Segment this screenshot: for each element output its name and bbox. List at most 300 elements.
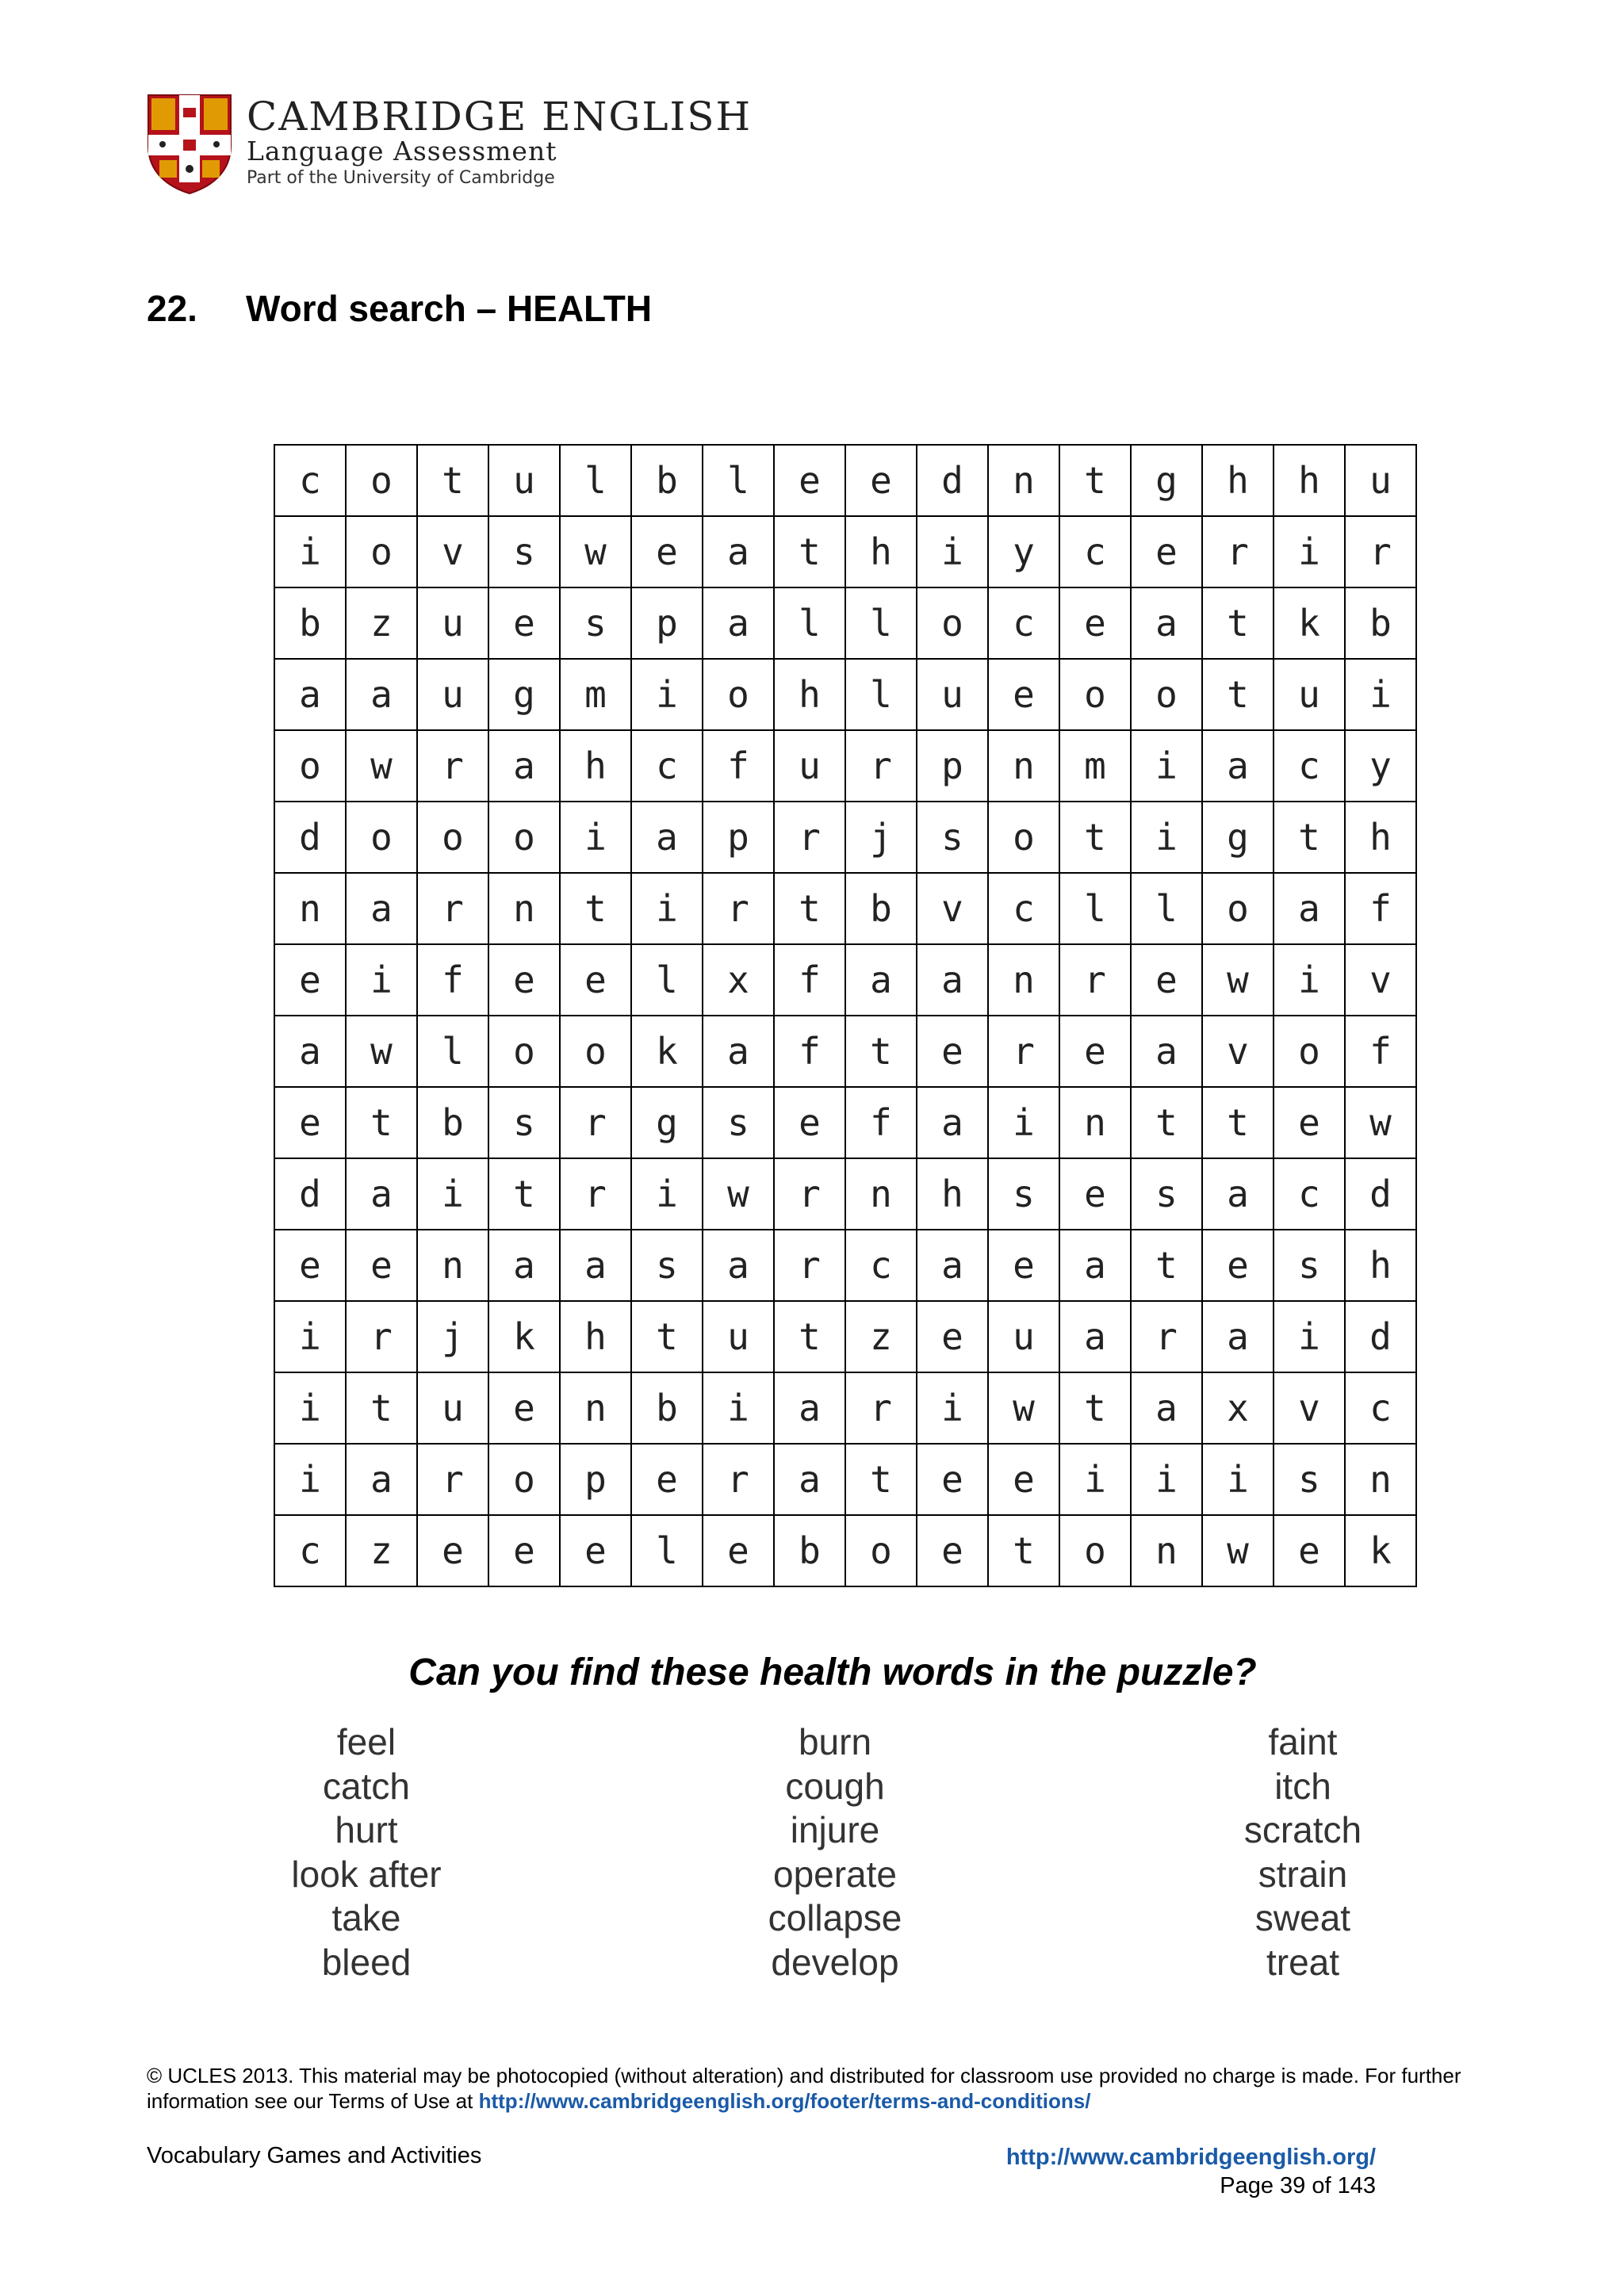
grid-cell: l (631, 944, 703, 1016)
grid-cell: s (1274, 1230, 1345, 1301)
grid-cell: t (1059, 445, 1131, 516)
grid-cell: c (988, 873, 1059, 944)
grid-cell: w (1202, 1515, 1274, 1586)
grid-cell: i (1274, 516, 1345, 587)
grid-cell: a (1131, 587, 1202, 659)
grid-cell: b (845, 873, 917, 944)
grid-cell: n (988, 944, 1059, 1016)
grid-cell: l (417, 1016, 488, 1087)
grid-cell: n (988, 445, 1059, 516)
logo-subtitle: Language Assessment (247, 136, 557, 166)
grid-cell: f (774, 1016, 845, 1087)
grid-cell: l (1131, 873, 1202, 944)
grid-cell: l (774, 587, 845, 659)
grid-cell: n (845, 1158, 917, 1230)
grid-cell: p (631, 587, 703, 659)
word-list-item: catch (323, 1765, 410, 1807)
grid-cell: t (1202, 1087, 1274, 1158)
grid-cell: l (631, 1515, 703, 1586)
grid-cell: k (1345, 1515, 1416, 1586)
grid-cell: s (488, 516, 560, 587)
grid-cell: a (774, 1444, 845, 1515)
grid-cell: u (1345, 445, 1416, 516)
word-list-item: operate (772, 1853, 897, 1895)
grid-cell: d (1345, 1158, 1416, 1230)
grid-cell: w (346, 730, 417, 802)
grid-cell: u (417, 587, 488, 659)
grid-cell: a (1202, 730, 1274, 802)
grid-row (274, 445, 1416, 516)
grid-cell: f (1345, 1016, 1416, 1087)
grid-cell: e (1059, 587, 1131, 659)
grid-cell: o (917, 587, 988, 659)
page-title (147, 287, 652, 330)
grid-cell: f (774, 944, 845, 1016)
grid-cell: v (917, 873, 988, 944)
grid-cell: r (417, 1444, 488, 1515)
grid-cell: c (1345, 1372, 1416, 1444)
grid-cell: e (488, 1515, 560, 1586)
grid-cell: u (417, 1372, 488, 1444)
grid-cell: n (988, 730, 1059, 802)
puzzle-question: Can you find these health words in the puzzle? (408, 1651, 1257, 1693)
grid-row (274, 1230, 1416, 1301)
grid-cell: i (1131, 802, 1202, 873)
grid-cell: f (845, 1087, 917, 1158)
word-list-item: treat (1266, 1941, 1340, 1983)
grid-cell: e (560, 1515, 631, 1586)
grid-cell: i (631, 659, 703, 730)
word-list-item: collapse (768, 1897, 902, 1938)
grid-cell: s (560, 587, 631, 659)
grid-cell: i (417, 1158, 488, 1230)
grid-row (274, 730, 1416, 802)
grid-cell: r (703, 1444, 774, 1515)
grid-cell: t (988, 1515, 1059, 1586)
grid-cell: i (1202, 1444, 1274, 1515)
grid-cell: i (1345, 659, 1416, 730)
grid-cell: a (1202, 1301, 1274, 1372)
grid-cell: r (560, 1158, 631, 1230)
grid-cell: k (488, 1301, 560, 1372)
grid-cell: e (774, 1087, 845, 1158)
grid-cell: w (560, 516, 631, 587)
grid-cell: a (703, 1230, 774, 1301)
grid-cell: b (631, 1372, 703, 1444)
grid-cell: r (417, 873, 488, 944)
grid-row (274, 944, 1416, 1016)
grid-cell: v (1345, 944, 1416, 1016)
grid-cell: a (560, 1230, 631, 1301)
grid-cell: o (1059, 659, 1131, 730)
grid-cell: e (917, 1301, 988, 1372)
grid-cell: u (1274, 659, 1345, 730)
grid-cell: r (346, 1301, 417, 1372)
grid-row (274, 1087, 1416, 1158)
grid-cell: i (274, 516, 346, 587)
grid-cell: f (1345, 873, 1416, 944)
grid-cell: d (274, 1158, 346, 1230)
grid-cell: a (917, 1230, 988, 1301)
grid-cell: e (1059, 1016, 1131, 1087)
grid-cell: u (917, 659, 988, 730)
grid-cell: c (845, 1230, 917, 1301)
word-list-item: develop (771, 1941, 899, 1983)
grid-cell: s (988, 1158, 1059, 1230)
grid-cell: h (1345, 802, 1416, 873)
grid-cell: a (1202, 1158, 1274, 1230)
grid-cell: r (1345, 516, 1416, 587)
website-link[interactable]: http://www.cambridgeenglish.org/ (1005, 2145, 1376, 2170)
grid-cell: v (417, 516, 488, 587)
grid-cell: r (774, 1230, 845, 1301)
grid-cell: r (845, 1372, 917, 1444)
grid-cell: a (346, 873, 417, 944)
grid-cell: w (988, 1372, 1059, 1444)
grid-cell: d (274, 802, 346, 873)
grid-cell: x (703, 944, 774, 1016)
grid-cell: a (1274, 873, 1345, 944)
grid-cell: r (417, 730, 488, 802)
grid-cell: a (488, 1230, 560, 1301)
grid-cell: b (274, 587, 346, 659)
word-list-item: look after (291, 1853, 442, 1895)
grid-cell: n (274, 873, 346, 944)
grid-cell: t (774, 1301, 845, 1372)
grid-cell: u (703, 1301, 774, 1372)
grid-cell: t (417, 445, 488, 516)
grid-cell: e (560, 944, 631, 1016)
grid-cell: i (1274, 944, 1345, 1016)
word-list-column-2 (676, 1720, 994, 1984)
word-list-item: cough (785, 1765, 885, 1807)
grid-cell: c (988, 587, 1059, 659)
grid-cell: c (1059, 516, 1131, 587)
grid-cell: o (346, 445, 417, 516)
grid-cell: r (1202, 516, 1274, 587)
grid-cell: t (560, 873, 631, 944)
grid-cell: g (1131, 445, 1202, 516)
grid-cell: z (845, 1301, 917, 1372)
grid-cell: j (845, 802, 917, 873)
grid-cell: t (845, 1444, 917, 1515)
logo-tagline: Part of the University of Cambridge (247, 168, 555, 188)
grid-row (274, 1372, 1416, 1444)
grid-cell: n (488, 873, 560, 944)
word-list-item: strain (1258, 1853, 1348, 1895)
grid-cell: t (488, 1158, 560, 1230)
grid-row (274, 587, 1416, 659)
grid-cell: h (1274, 445, 1345, 516)
grid-cell: a (845, 944, 917, 1016)
grid-cell: e (988, 1444, 1059, 1515)
grid-cell: v (1274, 1372, 1345, 1444)
word-list-item: sweat (1254, 1897, 1351, 1938)
grid-cell: o (417, 802, 488, 873)
grid-cell: l (845, 587, 917, 659)
grid-cell: e (917, 1515, 988, 1586)
page-number: Page 39 of 143 (1220, 2173, 1376, 2198)
grid-cell: a (917, 1087, 988, 1158)
grid-cell: g (631, 1087, 703, 1158)
grid-cell: i (560, 802, 631, 873)
word-search-grid (274, 444, 1417, 1587)
grid-cell: s (1274, 1444, 1345, 1515)
word-list-item: feel (336, 1721, 396, 1762)
grid-cell: a (774, 1372, 845, 1444)
grid-cell: a (1059, 1301, 1131, 1372)
grid-cell: a (346, 659, 417, 730)
grid-cell: z (346, 587, 417, 659)
grid-cell: o (488, 802, 560, 873)
word-list-item: bleed (321, 1941, 412, 1983)
grid-cell: u (988, 1301, 1059, 1372)
grid-cell: a (346, 1158, 417, 1230)
grid-row (274, 873, 1416, 944)
grid-cell: o (1059, 1515, 1131, 1586)
grid-cell: a (274, 659, 346, 730)
grid-cell: a (1131, 1372, 1202, 1444)
grid-cell: a (703, 587, 774, 659)
grid-cell: h (845, 516, 917, 587)
grid-cell: l (703, 445, 774, 516)
grid-cell: o (1202, 873, 1274, 944)
grid-cell: i (274, 1372, 346, 1444)
grid-cell: e (1274, 1087, 1345, 1158)
word-list-item: itch (1274, 1765, 1331, 1807)
grid-cell: i (1131, 1444, 1202, 1515)
grid-cell: p (917, 730, 988, 802)
grid-cell: i (1131, 730, 1202, 802)
grid-cell: j (417, 1301, 488, 1372)
grid-cell: t (1131, 1230, 1202, 1301)
grid-cell: o (1274, 1016, 1345, 1087)
grid-cell: e (488, 587, 560, 659)
word-list-item: scratch (1243, 1809, 1362, 1850)
grid-cell: h (560, 1301, 631, 1372)
grid-cell: e (417, 1515, 488, 1586)
grid-cell: e (988, 1230, 1059, 1301)
grid-cell: r (560, 1087, 631, 1158)
grid-cell: e (1059, 1158, 1131, 1230)
grid-cell: t (774, 516, 845, 587)
grid-cell: n (1345, 1444, 1416, 1515)
copyright-notice (147, 2063, 1495, 2114)
word-list-item: injure (790, 1809, 880, 1850)
grid-cell: w (1202, 944, 1274, 1016)
grid-cell: h (1345, 1230, 1416, 1301)
grid-cell: e (988, 659, 1059, 730)
grid-cell: o (1131, 659, 1202, 730)
grid-cell: d (917, 445, 988, 516)
grid-cell: x (1202, 1372, 1274, 1444)
footer-book-title: Vocabulary Games and Activities (147, 2143, 482, 2168)
grid-cell: u (488, 445, 560, 516)
grid-cell: e (1202, 1230, 1274, 1301)
grid-cell: e (488, 944, 560, 1016)
grid-cell: c (274, 1515, 346, 1586)
grid-cell: z (346, 1515, 417, 1586)
grid-cell: r (774, 802, 845, 873)
grid-cell: y (988, 516, 1059, 587)
grid-cell: a (1131, 1016, 1202, 1087)
grid-cell: f (703, 730, 774, 802)
grid-cell: o (346, 516, 417, 587)
grid-cell: e (274, 944, 346, 1016)
grid-row (274, 1158, 1416, 1230)
grid-cell: g (488, 659, 560, 730)
grid-cell: e (845, 445, 917, 516)
copyright-text: © UCLES 2013. This material may be photocopied (without alteration) and distributed for classroom use provided no charge is made. For further information see our Terms of Use at (147, 2064, 1461, 2113)
grid-cell: u (417, 659, 488, 730)
grid-cell: o (488, 1444, 560, 1515)
grid-cell: i (1274, 1301, 1345, 1372)
cambridge-english-logo (147, 94, 837, 197)
logo-title: CAMBRIDGE ENGLISH (247, 94, 753, 140)
grid-cell: y (1345, 730, 1416, 802)
grid-cell: a (703, 516, 774, 587)
grid-cell: t (346, 1087, 417, 1158)
grid-cell: d (1345, 1301, 1416, 1372)
section-number: 22. (147, 288, 197, 329)
grid-cell: a (346, 1444, 417, 1515)
grid-cell: k (631, 1016, 703, 1087)
grid-cell: e (917, 1016, 988, 1087)
grid-cell: w (703, 1158, 774, 1230)
grid-cell: i (988, 1087, 1059, 1158)
grid-cell: e (1131, 944, 1202, 1016)
word-list-column-3 (1144, 1720, 1461, 1984)
grid-cell: t (631, 1301, 703, 1372)
grid-cell: e (1131, 516, 1202, 587)
grid-cell: a (488, 730, 560, 802)
grid-cell: t (1274, 802, 1345, 873)
terms-link[interactable]: http://www.cambridgeenglish.org/footer/terms-and-conditions/ (478, 2089, 1091, 2113)
grid-cell: t (1059, 1372, 1131, 1444)
grid-cell: s (1131, 1158, 1202, 1230)
grid-cell: i (917, 516, 988, 587)
grid-cell: v (1202, 1016, 1274, 1087)
grid-cell: u (774, 730, 845, 802)
section-title-text: Word search – HEALTH (246, 288, 653, 329)
grid-cell: o (560, 1016, 631, 1087)
grid-cell: i (274, 1444, 346, 1515)
grid-cell: s (488, 1087, 560, 1158)
grid-cell: t (845, 1016, 917, 1087)
grid-cell: b (631, 445, 703, 516)
grid-cell: t (1131, 1087, 1202, 1158)
grid-cell: k (1274, 587, 1345, 659)
grid-cell: r (845, 730, 917, 802)
grid-cell: h (560, 730, 631, 802)
grid-cell: e (488, 1372, 560, 1444)
grid-cell: o (845, 1515, 917, 1586)
grid-cell: l (560, 445, 631, 516)
grid-row (274, 802, 1416, 873)
grid-cell: e (703, 1515, 774, 1586)
grid-cell: r (774, 1158, 845, 1230)
grid-cell: n (1059, 1087, 1131, 1158)
grid-cell: l (1059, 873, 1131, 944)
grid-cell: e (631, 1444, 703, 1515)
grid-cell: s (631, 1230, 703, 1301)
grid-cell: s (917, 802, 988, 873)
cambridge-shield-icon (147, 94, 232, 195)
grid-cell: e (631, 516, 703, 587)
grid-cell: c (1274, 730, 1345, 802)
grid-cell: s (703, 1087, 774, 1158)
grid-cell: f (417, 944, 488, 1016)
grid-cell: a (274, 1016, 346, 1087)
grid-cell: i (274, 1301, 346, 1372)
grid-cell: i (917, 1372, 988, 1444)
grid-cell: r (1131, 1301, 1202, 1372)
word-list-item: burn (798, 1721, 872, 1762)
grid-cell: a (1059, 1230, 1131, 1301)
grid-cell: h (917, 1158, 988, 1230)
grid-cell: o (274, 730, 346, 802)
grid-row (274, 516, 1416, 587)
grid-cell: r (988, 1016, 1059, 1087)
grid-row (274, 1301, 1416, 1372)
grid-cell: i (631, 873, 703, 944)
grid-cell: e (274, 1087, 346, 1158)
grid-cell: b (1345, 587, 1416, 659)
grid-cell: c (631, 730, 703, 802)
grid-cell: p (560, 1444, 631, 1515)
grid-cell: a (703, 1016, 774, 1087)
grid-row (274, 1016, 1416, 1087)
grid-cell: i (631, 1158, 703, 1230)
grid-cell: p (703, 802, 774, 873)
grid-cell: i (346, 944, 417, 1016)
grid-cell: h (774, 659, 845, 730)
grid-cell: t (774, 873, 845, 944)
grid-cell: g (1202, 802, 1274, 873)
grid-cell: l (845, 659, 917, 730)
grid-cell: w (346, 1016, 417, 1087)
grid-cell: o (488, 1016, 560, 1087)
word-list-item: take (331, 1897, 401, 1938)
grid-cell: m (560, 659, 631, 730)
grid-cell: t (1202, 659, 1274, 730)
grid-cell: t (346, 1372, 417, 1444)
grid-cell: n (1131, 1515, 1202, 1586)
grid-cell: h (1202, 445, 1274, 516)
footer-right (1006, 2143, 1376, 2200)
grid-cell: t (1202, 587, 1274, 659)
word-list-column-1 (208, 1720, 525, 1984)
grid-cell: r (1059, 944, 1131, 1016)
grid-cell: e (774, 445, 845, 516)
grid-cell: e (346, 1230, 417, 1301)
grid-cell: o (346, 802, 417, 873)
grid-cell: n (560, 1372, 631, 1444)
grid-cell: o (988, 802, 1059, 873)
grid-cell: b (774, 1515, 845, 1586)
grid-cell: c (274, 445, 346, 516)
grid-cell: n (417, 1230, 488, 1301)
grid-cell: t (1059, 802, 1131, 873)
grid-cell: e (917, 1444, 988, 1515)
word-list-item: hurt (335, 1809, 398, 1850)
grid-row (274, 659, 1416, 730)
grid-cell: i (703, 1372, 774, 1444)
grid-cell: w (1345, 1087, 1416, 1158)
grid-cell: a (631, 802, 703, 873)
grid-cell: i (1059, 1444, 1131, 1515)
grid-row (274, 1515, 1416, 1586)
